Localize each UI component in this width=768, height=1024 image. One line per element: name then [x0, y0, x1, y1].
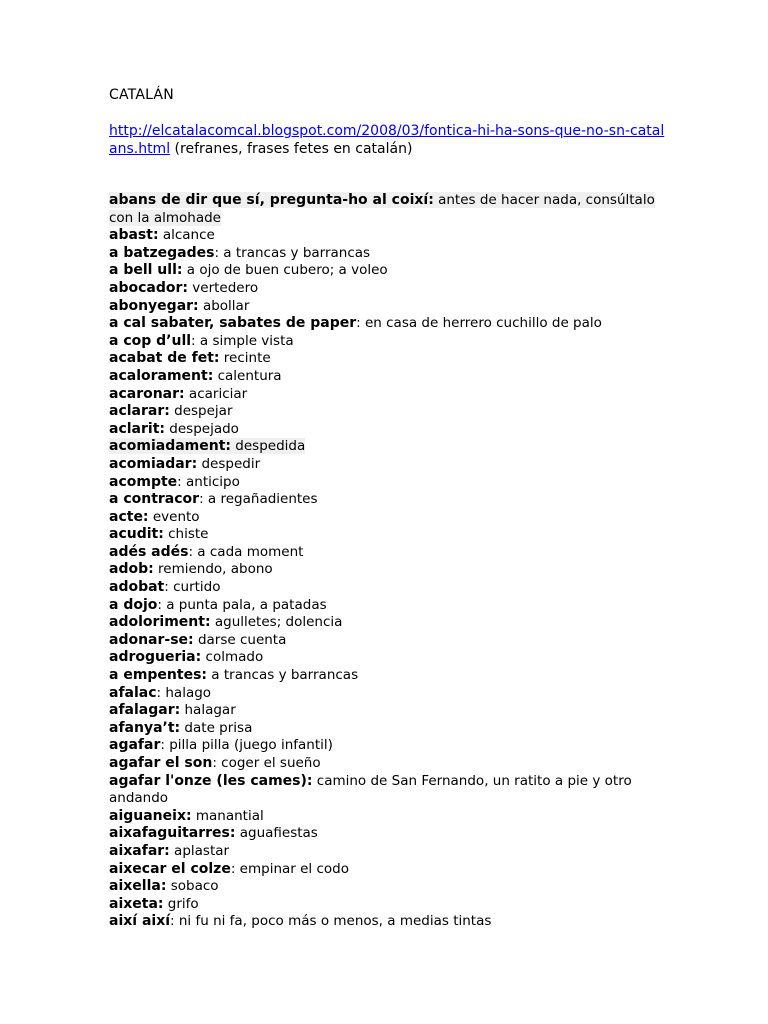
- entry-term: abans de dir que sí, pregunta-ho al coixí:: [109, 192, 434, 208]
- entry-term: aixafar:: [109, 842, 170, 859]
- entry-definition: abollar: [198, 297, 250, 314]
- entry-term: adés adés: [109, 543, 189, 560]
- entry-definition: despedir: [197, 455, 261, 472]
- glossary-entry: [109, 350, 669, 368]
- entry-term: aixecar el colze: [109, 860, 231, 877]
- source-link[interactable]: http://elcatalacomcal.blogspot.com/2008/03/fontica-hi-ha-sons-que-no-sn-catalans.html: [109, 123, 665, 157]
- entry-definition: manantial: [191, 807, 264, 824]
- entry-definition: a trancas y barrancas: [207, 667, 359, 684]
- entry-term: acalorament:: [109, 367, 214, 384]
- entry-term: acompte: [109, 473, 178, 490]
- glossary-entry: [109, 315, 669, 333]
- entry-definition: recinte: [219, 350, 271, 367]
- glossary-entry: [109, 649, 669, 667]
- entry-term: adobat: [109, 579, 165, 596]
- entry-term: així així: [109, 913, 171, 930]
- glossary-entry: [109, 913, 669, 931]
- entry-term: a batzegades: [109, 244, 215, 261]
- entry-definition: : a simple vista: [191, 332, 294, 349]
- entry-definition: sobaco: [166, 878, 219, 895]
- glossary-entry: [109, 456, 669, 474]
- entry-definition: : pilla pilla (juego infantil): [160, 737, 333, 754]
- entry-definition: antes de hacer nada, consúltalo con la almohade: [109, 192, 655, 226]
- glossary-entry: [109, 280, 669, 298]
- glossary-entry: [109, 474, 669, 492]
- entry-definition: camino de San Fernando, un ratito a pie y otro andando: [109, 772, 632, 807]
- entry-definition: calentura: [213, 367, 282, 384]
- entry-term: acaronar:: [109, 385, 185, 402]
- glossary-entry: [109, 685, 669, 703]
- glossary-entry: [109, 773, 669, 808]
- page-title: CATALÁN: [109, 87, 174, 103]
- entry-term: acte:: [109, 508, 149, 525]
- entry-term: a cop d’ull: [109, 332, 192, 349]
- entry-term: aclarar:: [109, 403, 170, 420]
- glossary-entry: [109, 702, 669, 720]
- source-note: (refranes, frases fetes en catalán): [170, 141, 413, 157]
- entry-definition: : a cada moment: [188, 543, 304, 560]
- entry-definition: : a regañadientes: [199, 491, 318, 508]
- glossary-entry: [109, 298, 669, 316]
- entry-definition: : anticipo: [177, 473, 240, 490]
- entry-term: acomiadament:: [109, 438, 232, 455]
- entry-term: aixafaguitarres:: [109, 825, 236, 842]
- entry-definition: : en casa de herrero cuchillo de palo: [356, 315, 602, 332]
- glossary-entry: [109, 526, 669, 544]
- entry-definition: colmado: [201, 649, 264, 666]
- entry-definition: darse cuenta: [193, 631, 287, 648]
- entry-term: agafar l'onze (les cames):: [109, 772, 313, 789]
- entry-definition: halagar: [180, 702, 236, 719]
- entry-definition: aplastar: [169, 842, 230, 859]
- entry-definition: acariciar: [184, 385, 248, 402]
- glossary-entry: [109, 561, 669, 579]
- entry-definition: : curtido: [164, 579, 221, 596]
- glossary-entry: [109, 632, 669, 650]
- entry-term: afanya’t:: [109, 719, 181, 736]
- glossary-entry: [109, 755, 669, 773]
- entry-term: acudit:: [109, 526, 164, 543]
- entry-term: aiguaneix:: [109, 807, 192, 824]
- entry-definition: date prisa: [180, 719, 253, 736]
- entry-term: agafar: [109, 737, 161, 754]
- entry-term: acabat de fet:: [109, 350, 220, 367]
- glossary-entry: [109, 421, 669, 439]
- entry-definition: : coger el sueño: [212, 755, 321, 771]
- glossary-entry: [109, 878, 669, 896]
- entry-term: adrogueria:: [109, 649, 202, 666]
- entry-term: adoloriment:: [109, 614, 211, 631]
- glossary-entry: [109, 333, 669, 351]
- entry-definition: : a punta pala, a patadas: [157, 596, 327, 613]
- entry-term: a dojo: [109, 596, 158, 613]
- glossary-entry: [109, 491, 669, 509]
- entry-definition: alcance: [158, 227, 215, 244]
- source-line: [109, 122, 669, 158]
- entry-definition: grifo: [163, 895, 199, 912]
- entry-definition: agulletes; dolencia: [210, 614, 343, 631]
- entry-term: a contracor: [109, 491, 200, 508]
- entry-definition: : a trancas y barrancas: [214, 244, 371, 261]
- glossary-entry: [109, 544, 669, 562]
- entry-term: acomiadar:: [109, 455, 198, 472]
- glossary-list: [109, 192, 669, 931]
- glossary-entry: [109, 438, 669, 456]
- glossary-entry: [109, 614, 669, 632]
- entry-definition: despejado: [165, 420, 239, 437]
- entry-term: afalagar:: [109, 702, 181, 719]
- entry-term: aixella:: [109, 878, 167, 895]
- entry-term: agafar el son: [109, 755, 213, 771]
- glossary-entry: [109, 227, 669, 245]
- entry-term: abast:: [109, 227, 159, 244]
- entry-definition: chiste: [163, 526, 209, 543]
- entry-definition: vertedero: [187, 279, 259, 296]
- glossary-entry: [109, 262, 669, 280]
- entry-term: a bell ull:: [109, 262, 183, 279]
- entry-term: afalac: [109, 684, 157, 701]
- entry-term: aclarit:: [109, 420, 165, 437]
- entry-definition: remiendo, abono: [153, 561, 273, 578]
- entry-term: aixeta:: [109, 895, 164, 912]
- glossary-entry: [109, 808, 669, 826]
- entry-definition: : ni fu ni fa, poco más o menos, a medias tintas: [170, 913, 492, 930]
- glossary-entry: [109, 896, 669, 914]
- entry-definition: despejar: [169, 403, 233, 420]
- entry-term: abocador:: [109, 279, 188, 296]
- glossary-entry: [109, 737, 669, 755]
- glossary-entry: [109, 192, 669, 227]
- glossary-entry: [109, 386, 669, 404]
- glossary-entry: [109, 720, 669, 738]
- entry-term: adob:: [109, 561, 154, 578]
- glossary-entry: [109, 843, 669, 861]
- entry-definition: evento: [148, 508, 200, 525]
- entry-definition: : halago: [156, 684, 212, 701]
- glossary-entry: [109, 579, 669, 597]
- glossary-entry: [109, 825, 669, 843]
- glossary-entry: [109, 368, 669, 386]
- glossary-entry: [109, 509, 669, 527]
- entry-term: adonar-se:: [109, 631, 194, 648]
- entry-definition: : empinar el codo: [230, 860, 349, 877]
- entry-term: a cal sabater, sabates de paper: [109, 315, 357, 332]
- glossary-entry: [109, 245, 669, 263]
- glossary-entry: [109, 861, 669, 879]
- entry-term: a empentes:: [109, 667, 208, 684]
- glossary-entry: [109, 597, 669, 615]
- glossary-entry: [109, 667, 669, 685]
- entry-definition: despedida: [231, 438, 306, 455]
- entry-term: abonyegar:: [109, 297, 199, 314]
- entry-definition: a ojo de buen cubero; a voleo: [182, 262, 388, 279]
- glossary-entry: [109, 403, 669, 421]
- entry-definition: aguafiestas: [235, 825, 318, 842]
